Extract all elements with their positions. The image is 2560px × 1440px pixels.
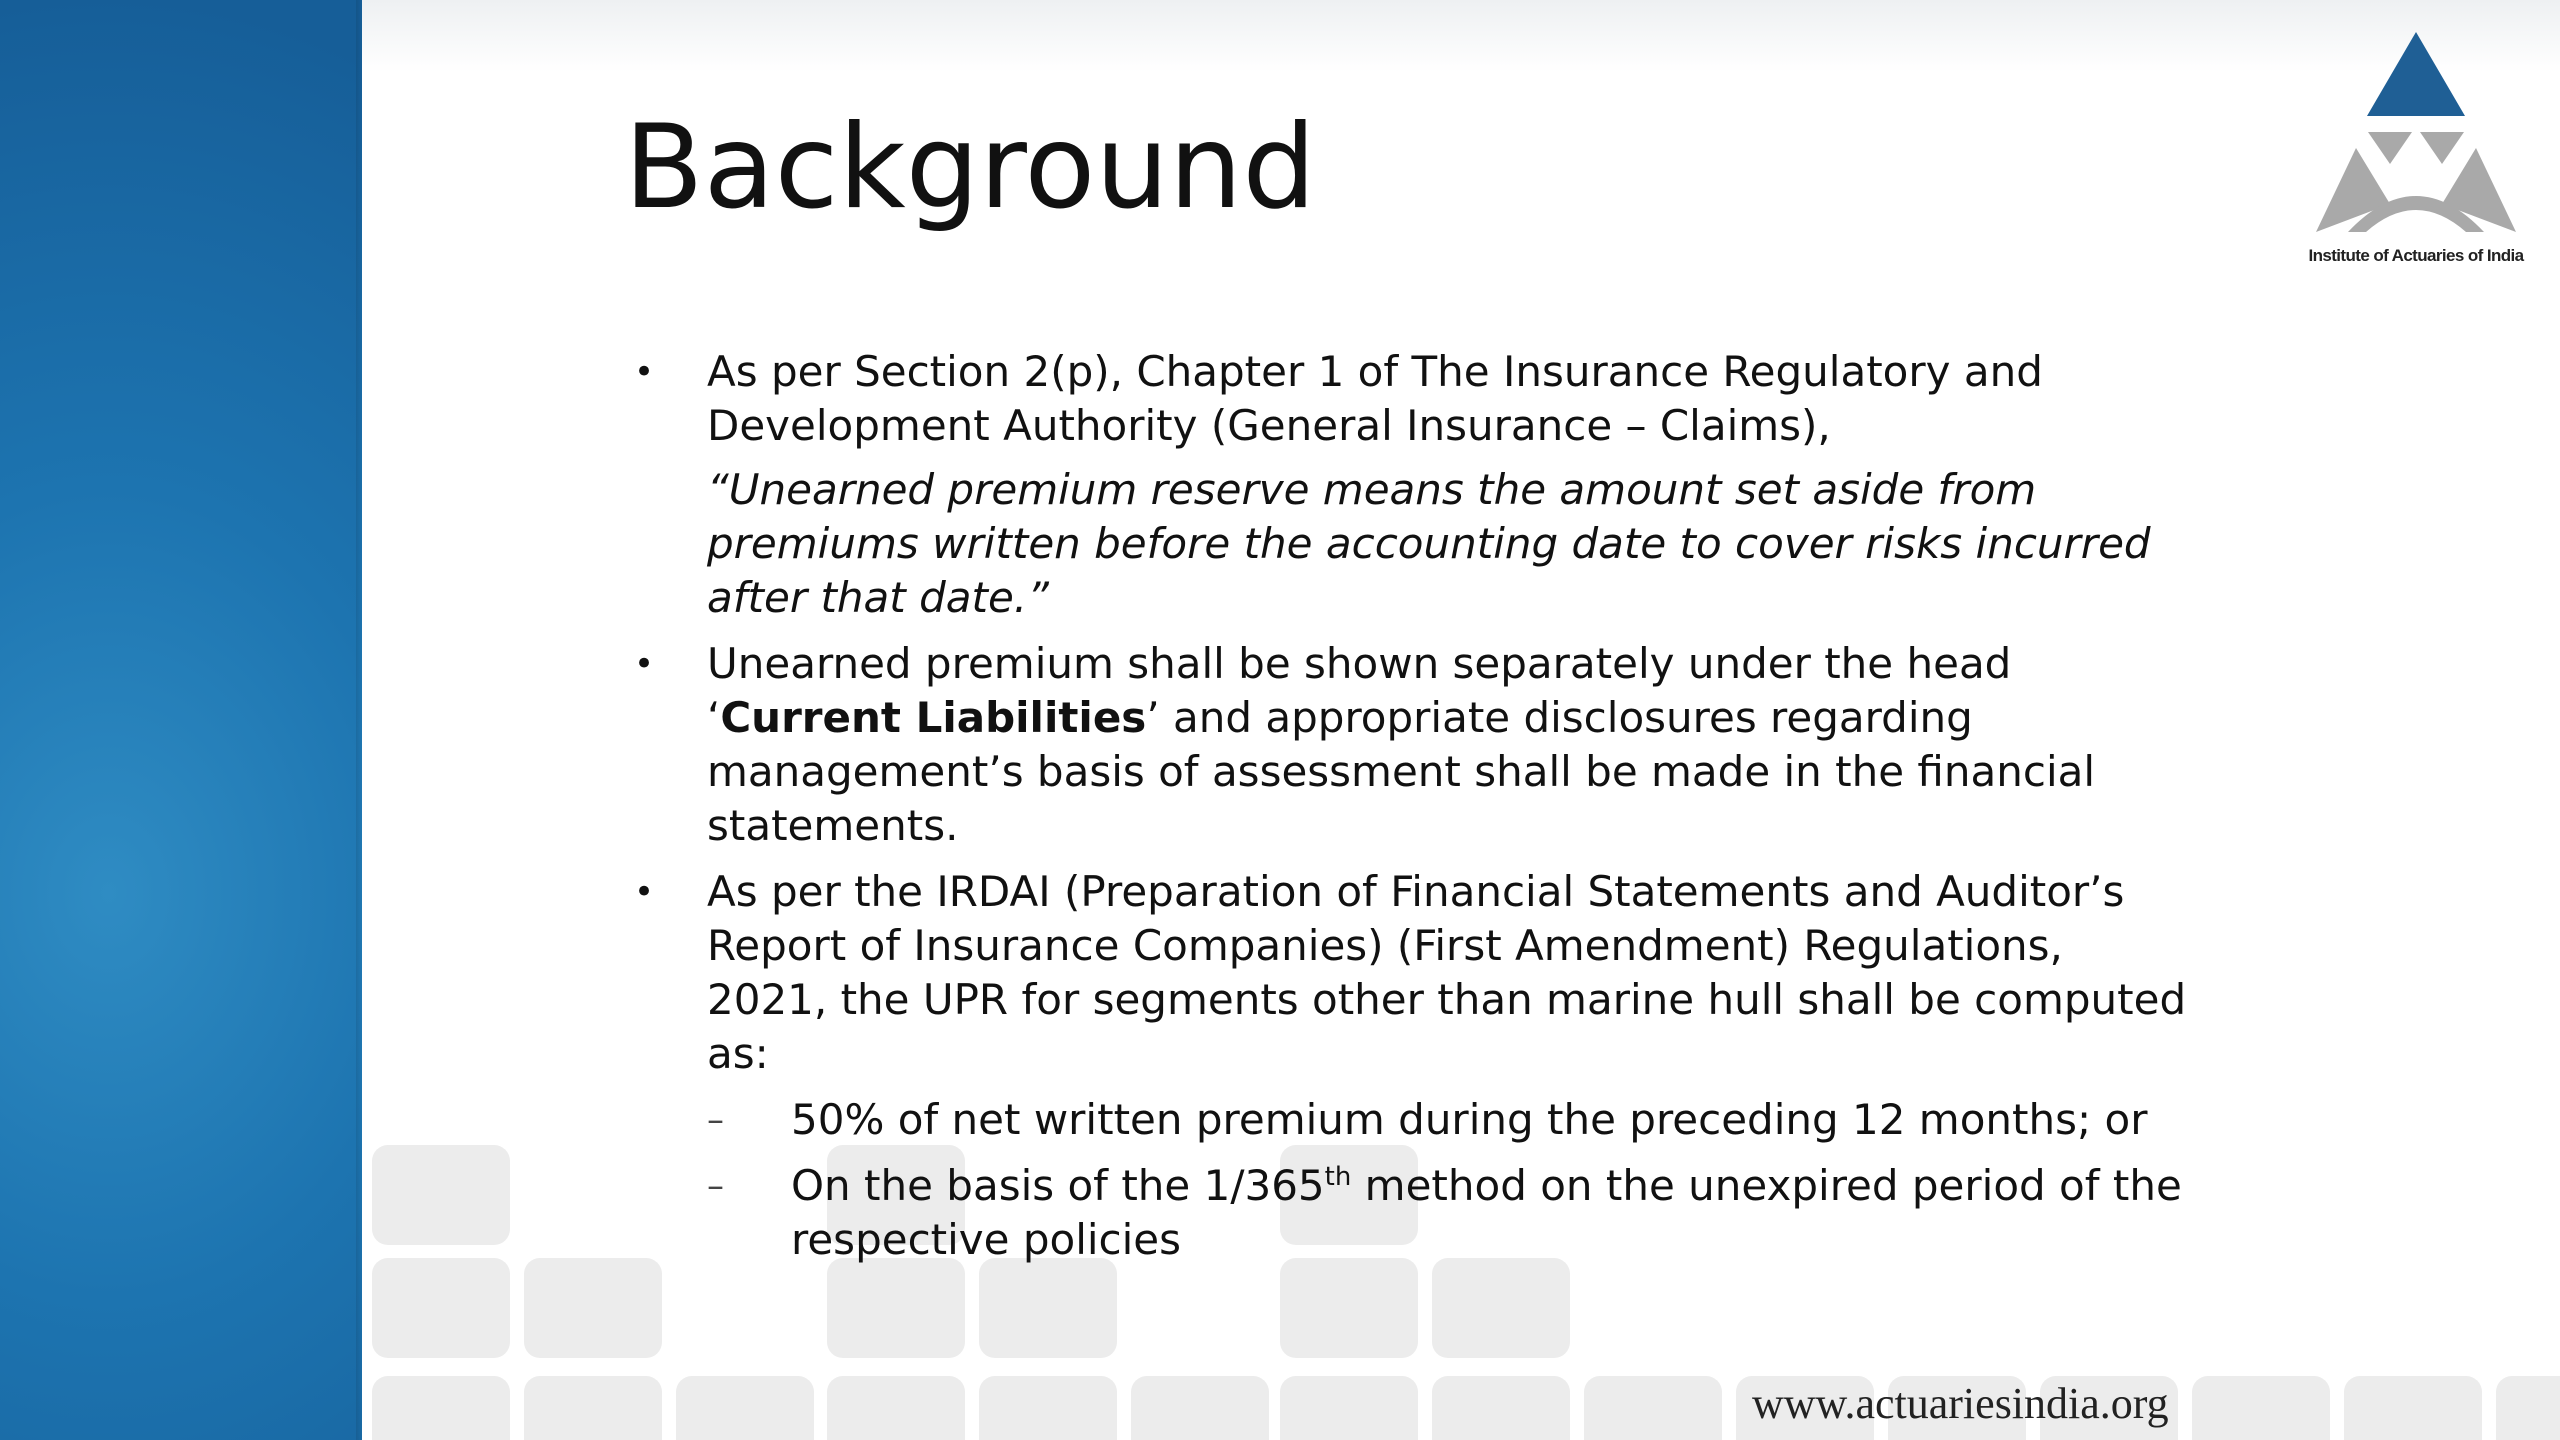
bullet-text-bold: Current Liabilities [720,693,1147,742]
bg-tile [676,1376,814,1440]
bg-tile [827,1376,965,1440]
definition-quote: “Unearned premium reserve means the amount set aside from premiums written before the accounting date to cover risks incurred after that date.” [707,465,2151,622]
bg-tile [524,1376,662,1440]
sub-marker: – [707,1100,724,1140]
bg-tile [1432,1376,1570,1440]
superscript: th [1324,1162,1352,1192]
sub-marker: – [707,1166,724,1206]
bg-tile [372,1258,510,1358]
slide-content [630,345,2190,1279]
bullet-text: As per the IRDAI (Preparation of Financial Statements and Auditor’s Report of Insurance Companies) (First Amendment) Regulations, 2021, the UPR for segments other than marine hull shall be computed as: [707,867,2187,1078]
page-title: Background [624,100,1317,235]
bullet-marker: • [634,644,655,684]
bullet-marker: • [634,352,655,392]
bg-tile [2496,1376,2560,1440]
bg-tile [1131,1376,1269,1440]
bg-tile [979,1376,1117,1440]
sub-text-part: method on the unexpired period of the respective policies [791,1161,2182,1264]
sub-text-part: On the basis of the 1/365 [791,1161,1325,1210]
side-panel [0,0,362,1440]
bullet-item [630,865,2190,1267]
bullet-text [707,637,2190,853]
bullet-item [630,637,2190,853]
sub-item [707,1159,2190,1267]
bg-tile [372,1376,510,1440]
bullet-text-part: ’ and appropriate disclosures regarding management’s basis of assessment shall be made in the financial statements. [707,693,2096,850]
website-url: www.actuariesindia.org [1752,1379,2169,1428]
bg-tile [1584,1376,1722,1440]
bullet-item [630,345,2190,625]
sub-item-text: 50% of net written premium during the preceding 12 months; or [791,1095,2148,1144]
logo-caption: Institute of Actuaries of India [2308,246,2524,265]
bullet-text: As per Section 2(p), Chapter 1 of The Insurance Regulatory and Development Authority (General Insurance – Claims), [707,347,2043,450]
sub-item [707,1093,2190,1147]
bg-tile [372,1145,510,1245]
bg-tile [1280,1376,1418,1440]
bg-tile [2192,1376,2330,1440]
sub-item-text [791,1161,2182,1264]
institute-logo-icon [2296,28,2536,268]
bullet-text-part: Unearned premium shall be shown separately under the head ‘ [707,639,2012,742]
bullet-marker: • [634,872,655,912]
bg-tile [2344,1376,2482,1440]
